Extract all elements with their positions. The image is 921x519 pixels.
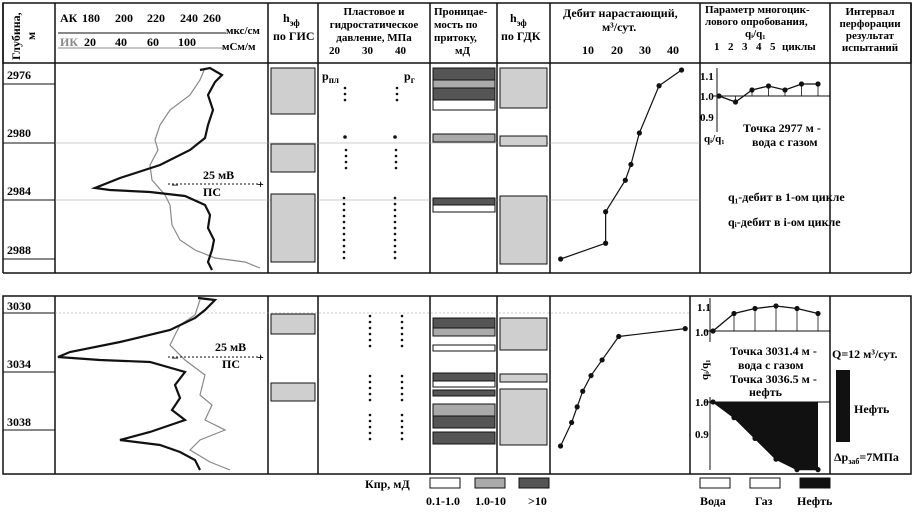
pressure-point <box>394 221 397 224</box>
ak-tick: 220 <box>147 11 165 25</box>
pressure-point <box>401 375 404 378</box>
p-g-label: $p_г$ <box>404 69 415 85</box>
ps-minus: – <box>172 177 178 191</box>
pressure-point <box>369 420 372 423</box>
mc-point <box>766 83 771 88</box>
legend-range: >10 <box>528 494 547 508</box>
pressure-point <box>396 87 399 90</box>
ik-tick: 40 <box>115 35 127 49</box>
pressure-point <box>395 161 398 164</box>
pressure-point <box>394 251 397 254</box>
pressure-point <box>344 99 347 102</box>
pressure-point <box>394 239 397 242</box>
ps-value: 25 мВ <box>203 168 235 182</box>
pressure-point <box>369 399 372 402</box>
mc-point: Точка 2977 м - <box>743 121 821 135</box>
pressure-point <box>401 327 404 330</box>
heff-gdk-title: $h_{эф}$ <box>510 11 527 28</box>
pressure-point <box>394 227 397 230</box>
heff-gis-upper <box>271 68 315 262</box>
perm-title: притоку, <box>434 32 477 44</box>
pressure-point <box>369 387 372 390</box>
pressure-point <box>401 420 404 423</box>
mc-point <box>749 87 754 92</box>
pressure-title: давление, МПа <box>336 32 412 44</box>
debit-point <box>683 326 688 331</box>
mc-point <box>731 415 736 420</box>
pressure-point <box>401 399 404 402</box>
mc-point <box>794 306 799 311</box>
pressure-point <box>343 251 346 254</box>
ik-label: ИК <box>60 35 79 49</box>
legend-oil: Нефть <box>797 494 833 508</box>
debit-point <box>580 389 585 394</box>
pressure-point <box>369 345 372 348</box>
interval-title: испытаний <box>841 42 899 54</box>
heff-gis-subtitle: по ГИС <box>273 29 315 43</box>
pressure-point <box>394 245 397 248</box>
perm-title: Проницае- <box>434 6 488 18</box>
ak-label: АК <box>60 11 78 25</box>
mc-point <box>752 436 757 441</box>
pressure-point <box>401 414 404 417</box>
pressure-point <box>343 135 347 139</box>
legend-swatch-high <box>519 478 549 488</box>
ps-minus: – <box>172 350 178 364</box>
pressure-point <box>369 315 372 318</box>
pressure-point <box>345 161 348 164</box>
pressure-point <box>394 197 397 200</box>
param-title: Параметр многоцик- <box>705 4 810 16</box>
pressure-point <box>401 387 404 390</box>
pressure-title: гидростатическое <box>329 19 419 31</box>
pressure-point <box>395 155 398 158</box>
pressure-point <box>401 321 404 324</box>
legend-swatch-oil <box>800 478 830 488</box>
depth-label: 2984 <box>7 184 31 198</box>
param-title: лового опробования, <box>705 16 808 28</box>
pressure-point <box>344 93 347 96</box>
debit-unit: м³/сут. <box>602 20 637 34</box>
mc-tick: 0.9 <box>700 112 714 124</box>
debit-tick: 30 <box>639 43 651 57</box>
pressure-point <box>343 221 346 224</box>
mc-point <box>733 99 738 104</box>
pressure-point <box>369 393 372 396</box>
pressure-point <box>396 99 399 102</box>
ps-label: ПС <box>203 185 221 199</box>
ak-tick: 260 <box>203 11 221 25</box>
test-dp: $\Delta p_{заб}=7МПа$ <box>834 450 899 466</box>
depth-label: 2988 <box>7 243 31 257</box>
legend-water: Вода <box>700 494 726 508</box>
ak-unit: мкс/см <box>226 25 260 37</box>
pressure-point <box>394 233 397 236</box>
legend-swatch-water <box>700 478 730 488</box>
debit-point <box>558 443 563 448</box>
mc-point: вода с газом <box>752 135 818 149</box>
pressure-point <box>343 233 346 236</box>
mc-point <box>794 467 799 472</box>
perforation-interval-bar <box>836 370 850 442</box>
cycle-tick: 3 <box>742 41 748 53</box>
debit-tick: 20 <box>611 43 623 57</box>
mc-point <box>773 457 778 462</box>
cycle-tick: 2 <box>728 41 734 53</box>
depth-label: 2980 <box>7 126 31 140</box>
ps-label: ПС <box>222 357 240 371</box>
ak-tick: 180 <box>82 11 100 25</box>
p-pl-label: $p_{пл}$ <box>322 69 339 85</box>
cycle-tick: 5 <box>770 41 776 53</box>
pressure-point <box>401 426 404 429</box>
mc-point: Точка 3031.4 м - <box>730 344 817 358</box>
test-fluid: Нефть <box>854 402 890 416</box>
pressure-point <box>343 203 346 206</box>
pressure-point <box>369 327 372 330</box>
pressure-point <box>401 345 404 348</box>
debit-point <box>616 334 621 339</box>
pressure-point <box>344 87 347 90</box>
mc-note: q₁-дебит в 1-ом цикле <box>728 190 845 204</box>
interval-title: Интервал <box>845 6 895 18</box>
ik-tick: 20 <box>84 35 96 49</box>
legend-swatch-low <box>430 478 460 488</box>
mc-tick: 0.9 <box>695 429 709 441</box>
heff-gdk-lower <box>500 318 547 445</box>
pressure-point <box>343 239 346 242</box>
depth-label: 2976 <box>7 68 31 82</box>
pressure-point <box>394 215 397 218</box>
pressure-point <box>401 381 404 384</box>
mc-tick: 1.0 <box>695 327 709 339</box>
pressure-point <box>345 155 348 158</box>
legend-swatch-gas <box>750 478 780 488</box>
pressure-point <box>396 93 399 96</box>
pressure-point <box>369 375 372 378</box>
perm-title: мД <box>455 45 471 57</box>
legend-range: 0.1-1.0 <box>426 494 460 508</box>
debit-point <box>558 256 563 261</box>
pressure-point <box>343 209 346 212</box>
pressure-title: Пластовое и <box>343 6 405 18</box>
debit-point <box>569 420 574 425</box>
ps-value: 25 мВ <box>215 340 247 354</box>
mc-point <box>731 311 736 316</box>
param-title: qᵢ/q₁ <box>745 28 766 40</box>
mc-point <box>752 306 757 311</box>
debit-point <box>628 162 633 167</box>
debit-tick: 40 <box>667 43 679 57</box>
pressure-point <box>401 333 404 336</box>
legend-kpr: Кпр, мД <box>365 477 410 491</box>
pressure-point <box>401 315 404 318</box>
debit-point <box>656 83 661 88</box>
mc-point <box>782 87 787 92</box>
pressure-point <box>343 245 346 248</box>
debit-point <box>679 67 684 72</box>
pressure-point <box>369 333 372 336</box>
depth-label: 3038 <box>7 415 31 429</box>
pressure-point <box>369 414 372 417</box>
mc-tick: 1.0 <box>695 397 709 409</box>
interval-title: перфорации <box>839 18 901 30</box>
debit-point <box>623 178 628 183</box>
mc-point: нефть <box>749 385 782 399</box>
ps-plus: + <box>257 350 264 364</box>
ak-tick: 240 <box>180 11 198 25</box>
pressure-point <box>394 203 397 206</box>
pressure-tick: 40 <box>395 45 406 57</box>
pressure-point <box>369 321 372 324</box>
mc-point <box>815 81 820 86</box>
pressure-point <box>394 209 397 212</box>
pressure-point <box>343 257 346 260</box>
legend-range: 1.0-10 <box>475 494 506 508</box>
pressure-point <box>401 438 404 441</box>
ik-unit: мСм/м <box>222 41 256 53</box>
pressure-point <box>343 215 346 218</box>
depth-label: 3034 <box>7 357 31 371</box>
mc-point <box>773 303 778 308</box>
mc-axis: qᵢ/q₁ <box>704 133 725 145</box>
mc-point: вода с газом <box>738 358 804 372</box>
pressure-point <box>345 167 348 170</box>
pressure-point <box>345 149 348 152</box>
pressure-point <box>401 393 404 396</box>
pressure-point <box>369 426 372 429</box>
interval-title: результат <box>845 30 895 42</box>
ak-tick: 200 <box>115 11 133 25</box>
mc-tick: 1.0 <box>700 91 714 103</box>
pressure-point <box>401 339 404 342</box>
pressure-point <box>369 381 372 384</box>
legend-gas: Газ <box>755 494 773 508</box>
debit-point <box>600 357 605 362</box>
cycle-tick: 1 <box>714 41 720 53</box>
debit-title: Дебит нарастающий, <box>563 6 678 20</box>
mc-point <box>710 328 715 333</box>
pressure-tick: 30 <box>362 45 373 57</box>
mc-point <box>815 311 820 316</box>
legend-swatch-mid <box>475 478 505 488</box>
pressure-point <box>343 197 346 200</box>
ik-tick: 100 <box>178 35 196 49</box>
mc-point: Точка 3036.5 м - <box>730 372 817 386</box>
pressure-point <box>343 227 346 230</box>
mc-point <box>815 467 820 472</box>
depth-header-unit: м <box>24 31 38 40</box>
ik-tick: 60 <box>147 35 159 49</box>
debit-tick: 10 <box>582 43 594 57</box>
heff-gis-title: $h_{эф}$ <box>283 11 300 28</box>
mc-point <box>799 81 804 86</box>
pressure-tick: 20 <box>329 45 340 57</box>
mc-tick: 1.1 <box>697 302 711 314</box>
pressure-point <box>395 149 398 152</box>
debit-point <box>588 373 593 378</box>
cycle-unit: циклы <box>782 41 816 53</box>
pressure-point <box>369 339 372 342</box>
debit-point <box>575 404 580 409</box>
depth-label: 3030 <box>7 299 31 313</box>
debit-point <box>637 130 642 135</box>
perm-title: мость по <box>434 19 478 31</box>
mc-point <box>716 93 721 98</box>
test-q: Q=12 м³/сут. <box>832 347 898 361</box>
mc-axis: qᵢ/q₁ <box>699 359 711 380</box>
pressure-point <box>394 257 397 260</box>
mc-note: qᵢ-дебит в i-ом цикле <box>728 215 841 229</box>
pressure-point <box>395 167 398 170</box>
heff-gdk-subtitle: по ГДК <box>501 29 541 43</box>
mc-point <box>710 399 715 404</box>
depth-header: Глубина, <box>9 12 23 60</box>
pressure-point <box>369 432 372 435</box>
cycle-tick: 4 <box>756 41 762 53</box>
mc-tick: 1.1 <box>700 71 714 83</box>
pressure-point <box>369 438 372 441</box>
debit-point <box>603 209 608 214</box>
pressure-point <box>393 135 397 139</box>
debit-point <box>603 241 608 246</box>
ps-plus: + <box>257 177 264 191</box>
pressure-point <box>401 432 404 435</box>
